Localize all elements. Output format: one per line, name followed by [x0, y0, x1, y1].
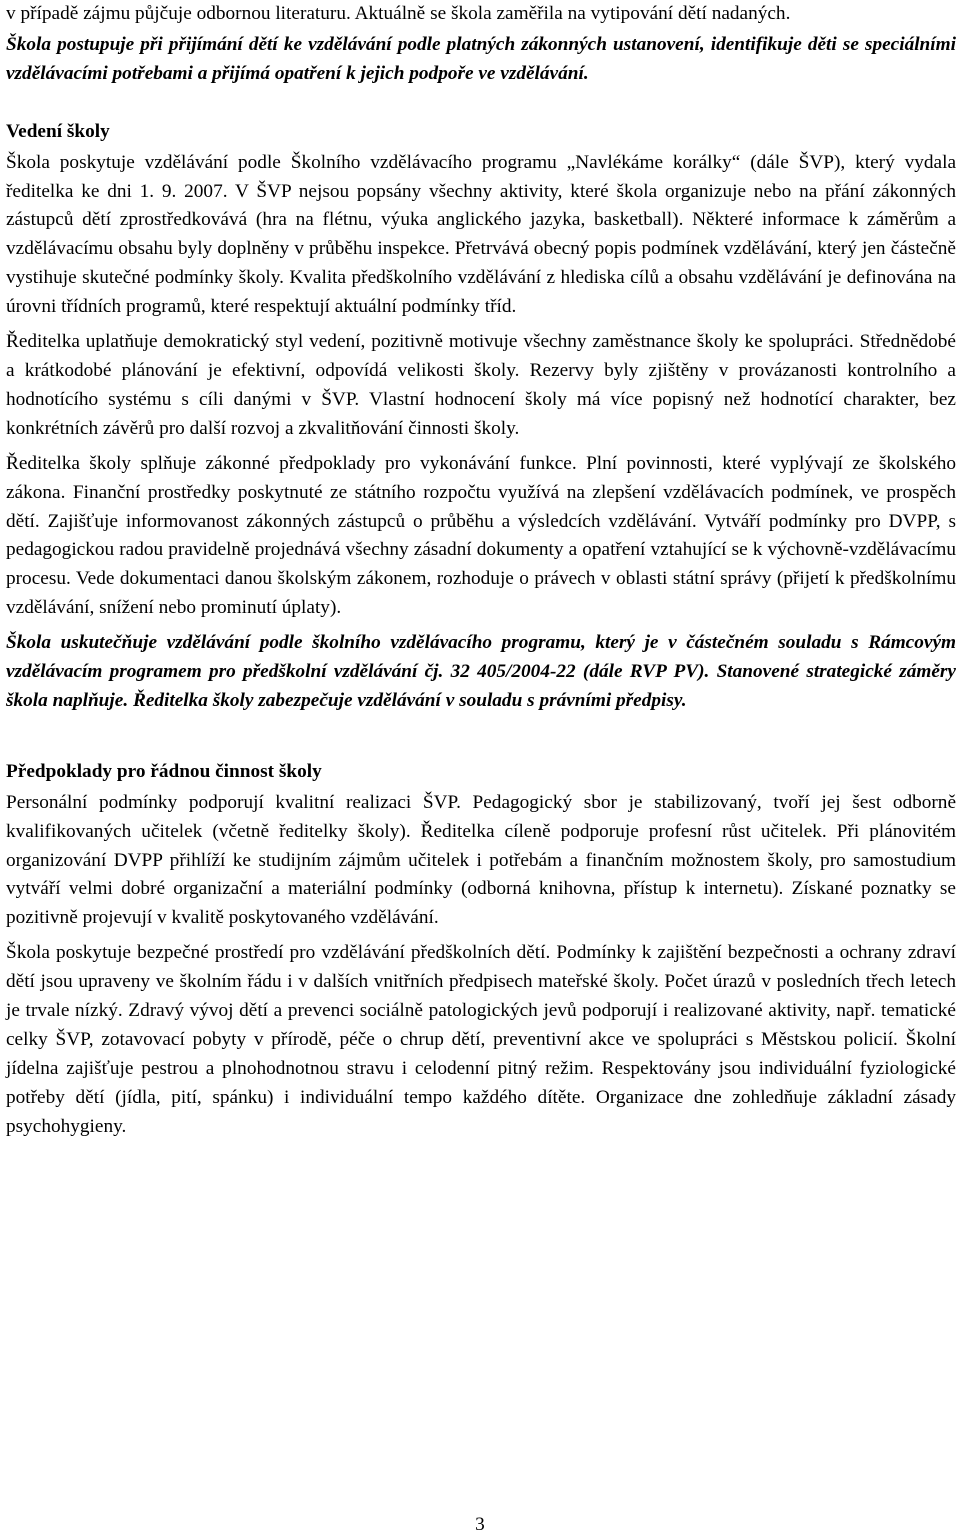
section-heading-vedeni: Vedení školy: [6, 120, 110, 142]
page-number: 3: [475, 1514, 485, 1535]
intro-paragraph-2: Škola postupuje při přijímání dětí ke vzdělávání podle platných zákonných ustanovení, identifikuje děti se speciálními vzdělávacími potřebami a přijímá opatření k jejich podpoře ve vzdělávání.: [6, 33, 956, 84]
vedeni-paragraph-3: Ředitelka školy splňuje zákonné předpoklady pro vykonávání funkce. Plní povinnosti, které vyplývají ze školského zákona. Finanční prostředky poskytnuté ze státního rozpočtu využívá na zlepšení vzdělávacích podmínek, ve prospěch dětí. Zajišťuje informovanost zákonných zástupců o průběhu a výsledcích vzdělávání. Vytváří podmínky pro DVPP, s pedagogickou radou pravidelně projednává všechny zásadní dokumenty a opatření vztahující se k výchovně-vzdělávacímu procesu. Vede dokumentaci danou školským zákonem, rozhoduje o právech v oblasti státní správy (přijetí k předškolnímu vzdělávání, snížení nebo prominutí úplaty).: [6, 452, 956, 619]
intro-paragraph-1: v případě zájmu půjčuje odbornou literaturu. Aktuálně se škola zaměřila na vytipování dětí nadaných.: [6, 3, 791, 24]
vedeni-paragraph-2: Ředitelka uplatňuje demokratický styl vedení, pozitivně motivuje všechny zaměstnance školy ke spolupráci. Střednědobé a krátkodobé plánování je efektivní, odpovídá velikosti školy. Rezervy byly zjištěny v provázanosti kontrolního a hodnotícího systému s cíli danými v ŠVP. Vlastní hodnocení školy má více popisný než hodnotící charakter, bez konkrétních závěrů pro další rozvoj a zkvalitňování činnosti školy.: [6, 331, 956, 439]
section-heading-predpoklady: Předpoklady pro řádnou činnost školy: [6, 760, 322, 782]
vedeni-paragraph-4: Škola uskutečňuje vzdělávání podle školního vzdělávacího programu, který je v částečném souladu s Rámcovým vzdělávacím programem pro předškolní vzdělávání čj. 32 405/2004-22 (dále RVP PV). Stanovené strategické záměry škola naplňuje. Ředitelka školy zabezpečuje vzdělávání v souladu s právními předpisy.: [6, 632, 956, 711]
predpoklady-paragraph-2: Škola poskytuje bezpečné prostředí pro vzdělávání předškolních dětí. Podmínky k zajištění bezpečnosti a ochrany zdraví dětí jsou upraveny ve školním řádu i v dalších vnitřních předpisech mateřské školy. Počet úrazů v posledních třech letech je trvale nízký. Zdravý vývoj dětí a prevenci sociálně patologických jevů podporují i realizované aktivity, např. tematické celky ŠVP, zotavovací pobyty v přírodě, péče o chrup dětí, preventivní akce ve spolupráci s Městskou policií. Školní jídelna zajišťuje pestrou a plnohodnotnou stravu i celodenní pitný režim. Respektovány jsou individuální fyziologické potřeby dětí (jídla, pití, spánku) i individuální tempo každého dítěte. Organizace dne zohledňuje základní zásady psychohygieny.: [6, 942, 956, 1137]
predpoklady-paragraph-1: Personální podmínky podporují kvalitní realizaci ŠVP. Pedagogický sbor je stabilizovaný, tvoří jej šest odborně kvalifikovaných učitelek (včetně ředitelky školy). Ředitelka cíleně podporuje profesní růst učitelek. Při plánovitém organizování DVPP přihlíží ke studijním zájmům učitelek i potřebám a finančním možnostem školy, pro samostudium vytváří velmi dobré organizační a materiální podmínky (odborná knihovna, přístup k internetu). Získané poznatky se pozitivně projevují v kvalitě poskytovaného vzdělávání.: [6, 791, 956, 929]
vedeni-paragraph-1: Škola poskytuje vzdělávání podle Školního vzdělávacího programu „Navlékáme korálky“ (dále ŠVP), který vydala ředitelka ke dni 1. 9. 2007. V ŠVP nejsou popsány všechny aktivity, které škola organizuje nebo na přání zákonných zástupců dětí zprostředkovává (hra na flétnu, výuka anglického jazyka, basketball). Některé informace k záměrům a vzdělávacímu obsahu byly doplněny v průběhu inspekce. Přetrvává obecný popis podmínek vzdělávání, který jen částečně vystihuje skutečné podmínky školy. Kvalita předškolního vzdělávání z hlediska cílů a obsahu vzdělávání je definována na úrovni třídních programů, které respektují aktuální podmínky tříd.: [6, 151, 956, 318]
document-page: [6, 0, 956, 1142]
